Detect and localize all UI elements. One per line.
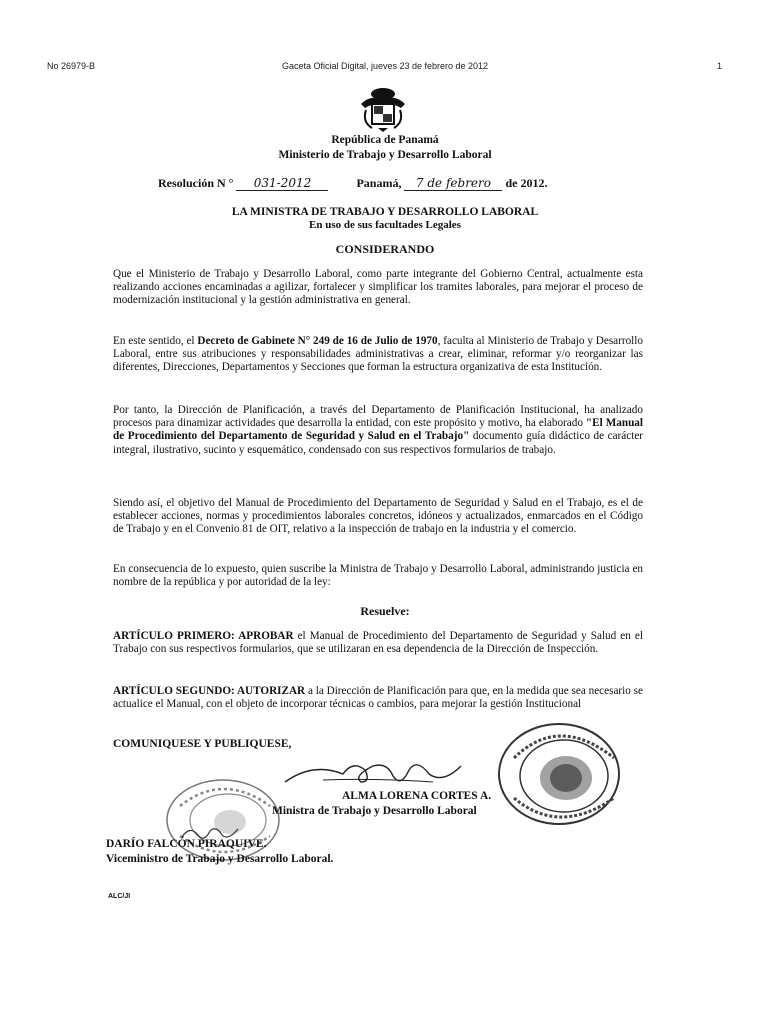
resolution-place: Panamá, bbox=[356, 176, 402, 190]
resolution-number: 031-2012 bbox=[236, 176, 328, 191]
paragraph-3 bbox=[113, 404, 643, 457]
gazette-title: Gaceta Oficial Digital, jueves 23 de febrero de 2012 bbox=[281, 61, 489, 71]
paragraph-2-rest: , faculta al Ministerio de Trabajo y Desarrollo Laboral, entre sus atribuciones y responsabilidades administrativas a crear, eliminar, reformar y/o reorganizar las diferentes, Direcciones, Departamentos y Secciones que forman la estructura organizativa de esta Institución. bbox=[113, 335, 643, 374]
considerando-heading: CONSIDERANDO bbox=[335, 242, 435, 256]
article-1-heading: ARTÍCULO PRIMERO: APROBAR bbox=[113, 630, 294, 642]
article-2-heading: ARTÍCULO SEGUNDO: AUTORIZAR bbox=[113, 685, 306, 697]
coat-of-arms-icon bbox=[356, 84, 410, 134]
paragraph-1: Que el Ministerio de Trabajo y Desarrollo Laboral, como parte integrante del Gobierno Central, actualmente esta realizando acciones encaminadas a agilizar, fortalecer y simplificar los tramites laborales, para mejorar el proceso de modernización institucional y la gestión administrativa en general. bbox=[113, 268, 643, 307]
resuelve-heading: Resuelve: bbox=[360, 604, 410, 618]
resolution-year: de 2012. bbox=[505, 176, 548, 190]
article-2 bbox=[113, 685, 643, 711]
minister-title: Ministra de Trabajo y Desarrollo Laboral bbox=[272, 805, 477, 817]
country-name: República de Panamá bbox=[331, 134, 439, 146]
article-1-body: el Manual de Procedimiento del Departamento de Seguridad y Salud en el Trabajo con sus respectivos formularios, que se utilizaran en esa dependencia de la Dirección de Inspección. bbox=[113, 630, 643, 656]
minister-name: ALMA LORENA CORTES A. bbox=[342, 790, 492, 802]
paragraph-4: Siendo así, el objetivo del Manual de Procedimiento del Departamento de Seguridad y Salud en el Trabajo, es el de establecer acciones, normas y procedimientos laborales concretos, idóneos y actualizados, enmarcados en el Código de Trabajo y en el Convenio 81 de OIT, relativo a la inspección de trabajo en la industria y el comercio. bbox=[113, 497, 643, 536]
paragraph-5: En consecuencia de lo expuesto, quien suscribe la Ministra de Trabajo y Desarrollo Laboral, administrando justicia en nombre de la república y por autoridad de la ley: bbox=[113, 563, 643, 589]
resolution-label: Resolución N ° bbox=[158, 176, 234, 190]
resolution-line bbox=[158, 176, 618, 191]
paragraph-2-lead: En este sentido, el bbox=[113, 335, 198, 347]
article-2-body: a la Dirección de Planificación para que, en la medida que sea necesario se actualice el Manual, con el objeto de incorporar técnicas o cambios, para mejorar la gestión Institucional bbox=[113, 685, 643, 711]
page-number: 1 bbox=[716, 61, 722, 71]
closing-formula: COMUNIQUESE Y PUBLIQUESE, bbox=[113, 738, 292, 750]
ministry-stamp-right bbox=[484, 718, 634, 830]
minister-signature bbox=[283, 752, 463, 792]
vice-minister-title: Viceministro de Trabajo y Desarrollo Laboral. bbox=[106, 853, 334, 865]
manual-title: "El Manual de Procedimiento del Departamento de Seguridad y Salud en el Trabajo" bbox=[113, 417, 643, 443]
gazette-number: No 26979-B bbox=[47, 61, 96, 71]
article-1 bbox=[113, 630, 643, 656]
paragraph-2 bbox=[113, 335, 643, 375]
vice-minister-name: DARÍO FALCÓN PIRAQUIVE. bbox=[106, 838, 267, 850]
resolution-date-handwritten: 7 de febrero bbox=[404, 176, 502, 191]
paragraph-3-lead: Por tanto, la Dirección de Planificación, a través del Departamento de Planificación Institucional, ha analizado procesos para dinamizar actividades que desarrolla la entidad, con este propósito y motivo, ha elaborado bbox=[113, 404, 643, 430]
ministry-name: Ministerio de Trabajo y Desarrollo Laboral bbox=[278, 149, 492, 161]
authority-title: LA MINISTRA DE TRABAJO Y DESARROLLO LABORAL bbox=[231, 206, 539, 218]
authority-powers: En uso de sus facultades Legales bbox=[309, 219, 461, 231]
paragraph-3-rest: documento guía didáctico de carácter integral, ilustrativo, sucinto y esquemático, condensado con sus respectivos formularios de trabajo. bbox=[113, 430, 644, 456]
footer-initials: ALC/JI bbox=[108, 893, 131, 900]
decree-reference: Decreto de Gabinete N° 249 de 16 de Julio de 1970 bbox=[197, 335, 438, 347]
